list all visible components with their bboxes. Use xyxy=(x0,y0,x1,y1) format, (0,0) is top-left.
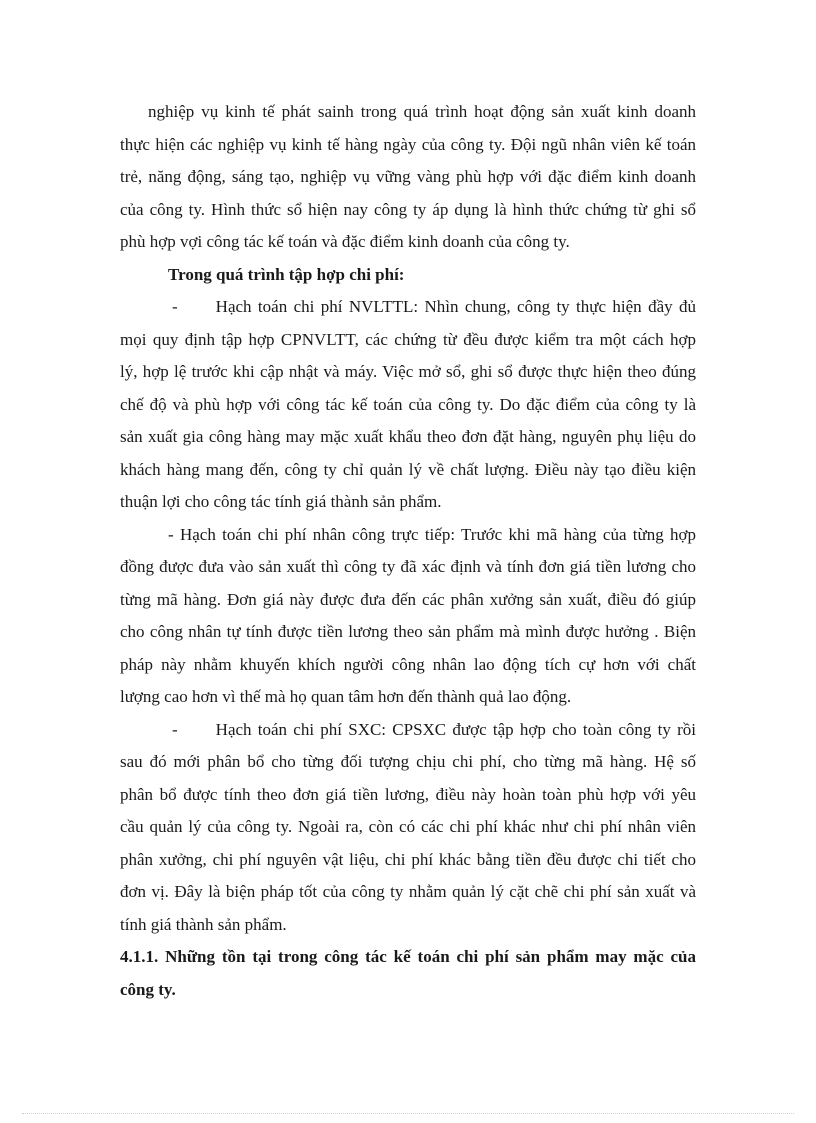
text-line: chế độ và phù hợp với công tác kế toán của công ty. Do đặc điểm của công ty là xyxy=(120,394,696,414)
document-body xyxy=(120,96,696,1006)
text-line: cho công nhân tự tính được tiền lương theo sản phẩm mà mình được hưởng . Biện xyxy=(120,622,696,641)
text-line: lượng cao hơn vì thế mà họ quan tâm hơn đến thành quả lao động. xyxy=(120,687,572,706)
text-line: sản xuất gia công hàng may mặc xuất khẩu theo đơn đặt hàng, nguyên phụ liệu do xyxy=(120,427,696,446)
bullet-dash: - xyxy=(172,297,178,316)
text-line: khách hàng mang đến, công ty chỉ quản lý về chất lượng. Điều này tạo điều kiện xyxy=(120,459,696,479)
text-line: thực hiện các nghiệp vụ kinh tế hàng ngày của công ty. Đội ngũ nhân viên kế toán xyxy=(120,134,696,154)
section-subheading: Trong quá trình tập hợp chi phí: xyxy=(168,264,405,284)
section-heading-continued: công ty. xyxy=(120,979,176,999)
text-line: cầu quản lý của công ty. Ngoài ra, còn có các chi phí khác như chi phí nhân viên xyxy=(120,817,696,836)
bullet-dash: - xyxy=(172,719,178,739)
text-line: của công ty. Hình thức sổ hiện nay công ty áp dụng là hình thức chứng từ ghi sổ xyxy=(120,199,696,219)
text-line: nghiệp vụ kinh tế phát sainh trong quá trình hoạt động sản xuất kinh doanh xyxy=(148,102,696,121)
text-line: pháp này nhằm khuyến khích người công nhân lao động tích cự hơn với chất xyxy=(120,654,696,674)
text-line: lý, hợp lệ trước khi cập nhật và máy. Việc mở sổ, ghi sổ được thực hiện theo đúng xyxy=(120,362,696,381)
text-line: phù hợp vợi công tác kế toán và đặc điểm kinh doanh của công ty. xyxy=(120,232,570,251)
text-line: đồng được đưa vào sản xuất thì công ty đã xác định và tính đơn giá tiền lương cho xyxy=(120,557,696,576)
text-line: - Hạch toán chi phí NVLTTL: Nhìn chung, công ty thực hiện đầy đủ xyxy=(172,297,696,316)
text-line: từng mã hàng. Đơn giá này được đưa đến các phân xưởng sản xuất, điều đó giúp xyxy=(120,589,696,609)
text-line: sau đó mới phân bổ cho từng đối tượng chịu chi phí, cho từng mã hàng. Hệ số xyxy=(120,752,696,771)
text-line: phân xưởng, chi phí nguyên vật liệu, chi phí khác bằng tiền đều được chi tiết cho xyxy=(120,849,696,869)
text-line: mọi quy định tập hợp CPNVLTT, các chứng từ đều được kiểm tra một cách hợp xyxy=(120,329,696,349)
text-line: - Hạch toán chi phí nhân công trực tiếp: Trước khi mã hàng của từng hợp xyxy=(168,524,696,544)
text-line: trẻ, năng động, sáng tạo, nghiệp vụ vững vàng phù hợp với đặc điểm kinh doanh xyxy=(120,167,696,186)
page-bottom-border xyxy=(22,1113,794,1114)
text-line: đơn vị. Đây là biện pháp tốt của công ty nhằm quản lý cặt chẽ chi phí sản xuất và xyxy=(120,882,696,901)
text-line: thuận lợi cho công tác tính giá thành sản phẩm. xyxy=(120,492,442,511)
text-line: - Hạch toán chi phí SXC: CPSXC được tập hợp cho toàn công ty rồi xyxy=(172,719,696,739)
text-line: phân bổ được tính theo đơn giá tiền lương, điều này hoàn toàn phù hợp với yêu xyxy=(120,784,696,804)
text-line: tính giá thành sản phẩm. xyxy=(120,914,287,934)
section-heading: 4.1.1. Những tồn tại trong công tác kế toán chi phí sản phẩm may mặc của xyxy=(120,947,696,966)
